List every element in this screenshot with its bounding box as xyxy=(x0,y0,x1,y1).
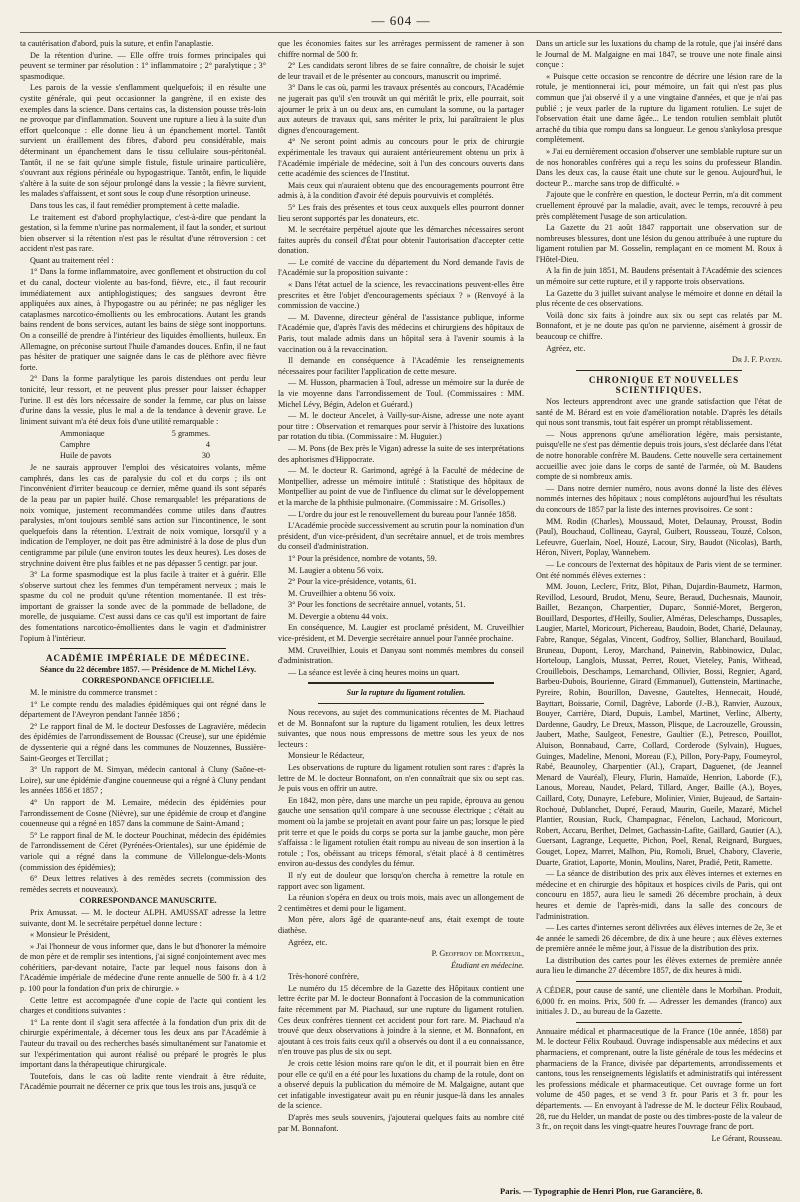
paragraph: Dans un article sur les luxations du champ de la rotule, que j'ai inséré dans le Journal de M. Malgaigne en mai 1847, se trouve une note finale ainsi conçue : xyxy=(536,39,782,70)
paragraph: — Dans notre dernier numéro, nous avons donné la liste des élèves nommés internes des hôpitaux ; nous complétons aujourd'hui les résultats du concours de 1857 par la liste des internes provisoires. Ce sont : xyxy=(536,483,782,514)
paragraph: 3° Pour les fonctions de secrétaire annuel, votants, 51. xyxy=(288,600,466,610)
paragraph: 4° Ne seront point admis au concours pour le prix de chirurgie expérimentale les travaux qui auraient antérieurement obtenu un prix à l'Académie impériale de médecine, soit à l'un des concours ouverts dans cette académie des sciences de l'Institut. xyxy=(278,137,524,179)
section-title: CHRONIQUE ET NOUVELLES SCIENTIFIQUES. xyxy=(588,374,740,396)
paragraph: M. le secrétaire perpétuel ajoute que les démarches nécessaires seront faites auprès du conseil d'État pour obtenir l'autorisation d'accepter cette donation. xyxy=(278,225,524,256)
paragraph: Il n'y eut de douleur que lorsqu'on chercha à remettre la rotule en rapport avec son ligament. xyxy=(278,870,524,891)
paragraph: — M. le docteur Ancelet, à Vailly-sur-Aisne, adresse une note ayant pour titre : Observation et remarques pour servir à l'histoire des luxations par rotation du tibia. (Commissaire : M. Huguier.) xyxy=(278,411,524,442)
column-3 xyxy=(536,39,782,1185)
gerant-line: Le Gérant, Rousseau. xyxy=(711,1133,782,1143)
paragraph: MM. Rodin (Charles), Moussaud, Motet, Delaunay, Prousst, Bodin (Paul), Bouchaud, Collineau, Gayral, Guibert, Rousseau, Touzé, Colson, Lefeuvre, Guerlain, Noel, Houzé, Lacour, Siry, Baudot (Nicolas), Barth, Héron, Nivert, Poplay, Wannebem. xyxy=(536,516,782,558)
paragraph: ta cautérisation d'abord, puis la suture, et enfin l'anaplastie. xyxy=(20,39,214,48)
paragraph: Mais ceux qui n'auraient obtenu que des encouragements pourront être admis à, à la condition d'avoir été depuis pourvuivis et complétés. xyxy=(278,180,524,201)
divider xyxy=(576,981,742,982)
paragraph: Les observations de rupture du ligament rotulien sont rares : d'après la lettre de M. le docteur Bonnafont, on n'en connaîtrait que six ou sept cas. Je puis vous en offrir un autre. xyxy=(278,763,524,794)
paragraph: — La séance de distribution des prix aux élèves internes et externes en médecine et en chirurgie des hôpitaux et hospices civils de Paris, qui ont concouru en 1857, aura lieu le samedi 26 décembre prochain, à deux heures et demie de l'après-midi, dans la salle des concours de l'administration. xyxy=(536,869,782,921)
advertisement: A CÉDER, pour cause de santé, une clientèle dans le Morbihan. Produit, 6,000 fr. en moins. Prix, 500 fr. — Adresser les demandes (franco) aux initiales J. D., au bureau de la Gazette. xyxy=(536,986,782,1017)
section-title: Sur la rupture du ligament rotulien. xyxy=(346,688,466,698)
paragraph: Voilà donc six faits à joindre aux six ou sept cas relatés par M. Bonnafont, et je ne doute pas qu'on ne parvienne, aisément à grossir de beaucoup ce chiffre. xyxy=(536,310,782,342)
paragraph: MM. Jouon, Leclerc, Fritz, Blot, Pihan, Dujardin-Baumetz, Harmon, Revillod, Lesourd, Brudot, Menu, Seure, Beraud, Duchesnais, Maunoir, Baillet, Bezançon, Charpentier, Duparc, Sonnié-Moret, Bergeron, Bouillard, Desportes, d'Heilly, Soulier, Alméras, Deleschamps, Dussaples, Laugier, Martel, Moricourt, Pichereau, Baudoin, Bodet, Charié, Delaunay, Fabre, Ranque, Ségalas, Vincent, Godfroy, Sollier, Blanchard, Bouilaud, Bruneau, Dupont, Leroy, Marchand, Painetvin, Rabbinowicz, Dulac, Horteloup, Langlois, Mussat, Perret, Rouet, Vieteley, Panis, Withead, Crouillebois, Deschamps, Lemarchand, Ollivier, Bossi, Regnier, Agard, Barbeu-Dubois, Bourienne, Girard (Emmanuel), Guttenstein, Martinache, Pyreire, Robin, Bourillon, Davesne, Gauteltes, Hennecait, Houdé, Bayttart, Boissarie, Cornil, Dagrève, Laborde (J.-B.), Ranvier, Auzoux, Bouyer, Carrière, Diard, Dupuis, Lambel, Martinet, Verlinc, Alberty, Dardenne, Gaudry, Le Dreux, Masson, Plisque, de Lacrouzelle, Groussin, Jaubert, Mathe, Saulgeot, Fenestre, Gaultier (E.), Petresco, Pouillot, Aluison, Bonnabaud, Carre, Collard, Corderode (Sylvain), Hugues, Guinges, Madeline, Menoni, Moreau (F.), Pillon, Pory-Papy, Foumeyrol, Rabé, Beaunoley, Charpentier (Al.), Crapart, Daguenet, (de Jeannel Menard de Vauréal), Fleury, Flurin, Hamaïde, Henrion, Laborde (F.), Lanous, Moreau, Naudet, Pelard, Tillard, Anger, Baille (A.), Boyes, Caillard, Coty, Dunayre, Lefebure, Molinier, Vinier, Bujeaud, de Sartain-Rochoué, Dublanchet, Dupré, Feraud, Maurin, Gueile, Mazaré, Michel Plantier, Rousian, Ruck, Champagnac, Fénelon, Lachaud, Moricourt, Robert, Accaru, Berthet, Delmet, Gachassin-Lafite, Gaillard, Gautier (A.), Guersant, Lagrange, Lequette, Pichon, Poel, Renal, Reignard, Burgues, Gouget, Lopez, Marret, Malhon, Piu, Romoli, Bruel, Chabory, Claverie, Duarte, Gratiot, Laporte, Monin, Moulins, Naret, Pradié, Petit, Ramette. xyxy=(536,582,782,867)
paragraph: que les économies faites sur les arrérages permissent de ramener à son chiffre normal de 500 fr. xyxy=(278,39,524,59)
signature: Dr J. F. Payen. xyxy=(732,355,782,365)
paragraph: — La séance est levée à cinq heures moins un quart. xyxy=(288,667,460,677)
paragraph: 1° Pour la présidence, nombre de votants, 59. xyxy=(288,553,437,563)
paragraph: — L'ordre du jour est le renouvellement du bureau pour l'année 1858. xyxy=(288,509,517,519)
paragraph: Il demande en conséquence à l'Académie les renseignements nécessaires pour faciliter l'application de cette mesure. xyxy=(278,356,524,376)
paragraph: La distribution des cartes pour les élèves externes de première année aura lieu le dimanche 27 décembre 1857, de dix heures à midi. xyxy=(536,955,782,976)
paragraph: — M. le docteur R. Garimond, agrégé à la Faculté de médecine de Montpellier, adresse un mémoire intitulé : Statistique des hôpitaux de Montpellier au point de vue de l'influence du climat sur le développement et la marche de la phthisie pulmonaire. (Commissaire : M. Grisolles.) xyxy=(278,466,524,507)
paragraph: 2° Le rapport final de M. le docteur Desfosses de Lagravière, médecin des épidémies de l'arrondissement de Boussac (Creuse), sur une épidémie de dyssenterie qui a régné dans les communes de Nouzennes, Bussière-Saint-Georges et Tercillat ; xyxy=(20,721,266,763)
paragraph: La Gazette du 21 août 1847 rapportait une observation sur de nombreuses blessures, dont une lésion du genou attribuée à une rupture du ligament rotulien par M. Gosselin, remplaçant en ce moment M. Roux à l'Hôtel-Dieu. xyxy=(536,223,782,264)
paragraph: « Dans l'état actuel de la science, les revaccinations peuvent-elles être prescrites et être l'objet d'encouragements spéciaux ? » (Renvoyé à la commission de vaccine.) xyxy=(278,280,524,311)
paragraph: Prix Amussat. — M. le docteur ALPH. AMUSSAT adresse la lettre suivante, dont M. le secrétaire perpétuel donne lecture : xyxy=(20,907,266,928)
paragraph: Monsieur le Rédacteur, xyxy=(288,751,365,761)
divider xyxy=(60,648,226,649)
paragraph: Toutefois, dans le cas où ladite rente viendrait à être réduite, l'Académie pourrait ne décerner ce prix que tous les trois ans, jusqu'à ce xyxy=(20,1071,266,1092)
paragraph: Je crois cette lésion moins rare qu'on le dit, et il pourrait bien en être pour elle ce qu'il en a été pour les luxations du champ de la rotule, dont on a observé depuis la publication du mémoire de M. Malgaigne, autant que cet infatigable investigateur avait pu en réunir jusque-là dans les annales de la science. xyxy=(278,1059,524,1111)
paragraph: » J'ai l'honneur de vous informer que, dans le but d'honorer la mémoire de mon père et de remplir ses intentions, j'ai signé conjointement avec mes cohéritiers, par-devant notaire, l'acte par lequel nous faisons don à l'Académie impériale de médecine d'une rente annuelle de 500 fr. à 4 1/2 p. 100 pour la fondation d'un prix de chirurgie. » xyxy=(20,941,266,994)
paragraph: La réunion s'opéra en deux ou trois mois, mais avec un allongement de 2 centimètres et demi pour le ligament. xyxy=(278,893,524,913)
paragraph: La Gazette du 3 juillet suivant analyse le mémoire et donne en détail la plus récente de ces observations. xyxy=(536,288,782,309)
column-1 xyxy=(20,39,266,1185)
paragraph: Mon père, alors âgé de quarante-neuf ans, était exempt de toute diathèse. xyxy=(278,915,524,935)
paragraph: 5° Les frais des présentes et tous ceux auxquels elles pourront donner lieu seront supportés par les donateurs, etc. xyxy=(278,202,524,223)
paragraph: 5° Le rapport final de M. le docteur Pouchinat, médecin des épidémies de l'arrondissement de Céret (Pyrénées-Orientales), sur une épidémie de variole qui a régné dans la commune de Villelongue-dels-Monts (commission des épidémies); xyxy=(20,830,266,872)
prescription-line: Ammoniaque 5 grammes. xyxy=(60,429,210,439)
prescription-line: Huile de pavots 30 xyxy=(60,450,210,460)
paragraph: MM. Cruveilhier, Louis et Danyau sont nommés membres du conseil d'administration. xyxy=(278,645,524,666)
paragraph: Nous recevons, au sujet des communications récentes de M. Piachaud et de M. Bonnafont sur la rupture du ligament rotulien, les deux lettres suivantes, que nous nous empressons de mettre sous les yeux de nos lecteurs : xyxy=(278,708,524,749)
paragraph: Le numéro du 15 décembre de la Gazette des Hôpitaux contient une lettre écrite par M. le docteur Bonnafont à l'occasion de la communication faite récemment par M. Piachaud, sur une rupture du ligament rotulien. Ces deux confrères tiennent cet accident pour fort rare. M. Piachaud n'a trouvé que deux observations à joindre à la sienne, et M. Bonnafont, en ajoutant à ces trois faits ceux qu'il a observés ou dont il a eu connaissance, n'en trouve pas plus de six ou sept. xyxy=(278,983,524,1057)
paragraph: Quant au traitement réel : xyxy=(30,255,114,265)
paragraph: En conséquence, M. Laugier est proclamé président, M. Cruveilhier vice-président, et M. Devergie secrétaire annuel pour l'année prochaine. xyxy=(278,623,524,644)
paragraph: 2° Dans la forme paralytique les parois distendues ont perdu leur tonicité, leur ressort, et ne peuvent plus presser pour laisser échapper l'urine. Il est dès lors nécessaire de sonder la femme, car plus on laisse d'urine dans la vessie, plus le mal a de la tendance à devenir grave. Le liniment suivant m'a été deux fois d'une utilité remarquable : xyxy=(20,374,266,426)
paragraph: — Le concours de l'externat des hôpitaux de Paris vient de se terminer. Ont été nommés élèves externes : xyxy=(536,559,782,580)
printer-imprint: Paris. — Typographie de Henri Plon, rue Garancière, 8. xyxy=(500,1186,703,1196)
prescription-line: Camphre 4 xyxy=(60,439,210,449)
paragraph: A la fin de juin 1851, M. Baudens présentait à l'Académie des sciences un mémoire sur cette rupture, et il y rapporte trois observations. xyxy=(536,266,782,287)
paragraph: 2° Pour la vice-présidence, votants, 61. xyxy=(288,577,417,587)
subsection-title: CORRESPONDANCE OFFICIELLE. xyxy=(81,676,214,686)
divider xyxy=(576,370,742,371)
paragraph: L'Académie procède successivement au scrutin pour la nomination d'un président, d'un vice-président, d'un secrétaire annuel, et de trois membres du conseil d'administration. xyxy=(278,521,524,552)
paragraph: M. Cruveilhier a obtenu 56 voix. xyxy=(288,588,396,598)
paragraph: Les parois de la vessie s'enflamment quelquefois; il en résulte une cystite générale, qui peut occasionner la gangrène, il en existe des exemples dans la science. Dans certains cas, la distension pousse très-loin ne provoque par d'inflammation. Souvent une rupture a lieu à la suite d'un effort quelconque : elle donne lieu à un épanchement mortel. Tantôt survient un éraillement des fibres, d'abord peu considérable, mais déterminant un épanchement dans le tissu cellulaire sous-péritonéal. Tantôt, il ne se fait qu'une simple fistule, fistule urinaire particulière, s'ouvrant aux régions périnéale ou hypogastrique. Tantôt, enfin, le liquide s'altère à la suite de son séjour prolongé dans la vessie ; la fièvre survient, les malades s'affaissent, et sont sous le coup d'une résorption urineuse. xyxy=(20,83,266,199)
paragraph: Cette lettre est accompagnée d'une copie de l'acte qui contient les charges et conditions suivantes : xyxy=(20,995,266,1016)
paragraph: Agréez, etc. xyxy=(288,937,328,947)
paragraph: — M. Pons (de Bex près le Vigan) adresse la suite de ses interprétations des aphorismes d'Hippocrate. xyxy=(278,443,524,464)
session-line: Séance du 22 décembre 1857. — Présidence de M. Michel Lévy. xyxy=(39,664,257,674)
paragraph: Je ne saurais approuver l'emploi des vésicatoires volants, même camphrés, dans les cas de paralysie du col et du corps ; ils ont l'inconvénient d'irriter beaucoup ce dernier, même quand ils sont séparés de la peau par un papier huilé. Chose remarquable! les préparations de noix vomique, justement recommandées comme utiles dans d'autres paralysies, m'ont toujours semblé sans action sur l'incontinence, le sont quelquefois dans la rétention. L'extrait de noix vomique, lorsqu'il y a indication de l'employer, ne doit pas être administré à la dose de plus d'un centigramme par pilule (une environ toutes les deux heures). Les doses de strychnine doivent être plus faibles et ne pas dépasser 5 centigr. par jour. xyxy=(20,463,266,568)
divider xyxy=(308,682,494,684)
paragraph: « Puisque cette occasion se rencontre de décrire une lésion rare de la rotule, je mentionnerai ici, pour mémoire, un fait qui n'est pas plus commun que j'ai observé il y a une vingtaine d'années, et que je n'ai pas publié ; je veux parler de la rupture du ligament rotulien. Le sujet de l'observation était une dame âgée... Le tendon rotulien semblait plutôt arraché du tibia que rompu dans sa longueur. Le genou s'ankylosa presque complètement. xyxy=(536,71,782,145)
paragraph: 6° Deux lettres relatives à des remèdes secrets (commission des remèdes secrets et nouveaux). xyxy=(20,874,266,894)
subsection-title: CORRESPONDANCE MANUSCRITE. xyxy=(79,896,217,906)
paragraph: M. Laugier a obtenu 56 voix. xyxy=(288,565,384,575)
paragraph: M. le ministre du commerce transmet : xyxy=(30,688,158,698)
column-2 xyxy=(278,39,524,1185)
paragraph: Le traitement est d'abord prophylactique, c'est-à-dire que pendant la gestation, si la femme n'urine pas normalement, il faut la sonder, et surtout bien observer si la rétention n'est pas le résultat d'une rétroversion : cet accident n'est pas rare. xyxy=(20,212,266,254)
paragraph: 1° Le compte rendu des maladies épidémiques qui ont régné dans le département de l'Aveyron pendant l'année 1856 ; xyxy=(20,699,266,720)
paragraph: « Monsieur le Président, xyxy=(30,930,111,940)
advertisement: Annuaire médical et pharmaceutique de la France (10e année, 1858) par M. le docteur Félix Roubaud. Ouvrage indispensable aux médecins et aux pharmaciens, et comprenant, outre la liste générale de tous les médecins et pharmaciens de la France, divisée par départements, arrondissements et cantons, tous les renseignements législatifs et administratifs qui intéressent les professions médicale et pharmaceutique. Cet ouvrage forme un fort volume de 450 pages, et se vend 3 fr. pour Paris et 3 fr. pour les départements. — En envoyant à l'adresse de M. le docteur Félix Roubaud, 28, rue du Helder, un mandat de poste ou des timbres-poste de la valeur de 3 fr., on reçoit dans les vingt-quatre heures l'ouvrage franc de port. xyxy=(536,1026,782,1132)
paragraph: 4° Un rapport de M. Lemaire, médecin des épidémies pour l'arrondissement de Cosne (Nièvre), sur une épidémie de croup et d'angine couenneuse qui a régné en 1857 dans la commune de Saint-Amand ; xyxy=(20,797,266,829)
paragraph: De la rétention d'urine. — Elle offre trois formes principales qui peuvent se terminer par résolution : 1° inflammatoire ; 2° paralytique ; 3° spasmodique. xyxy=(20,50,266,81)
paragraph: 2° Les candidats seront libres de se faire connaître, de choisir le sujet de leur travail et de le présenter au concours, manuscrit ou imprimé. xyxy=(278,61,524,81)
paragraph: — M. Davenne, directeur général de l'assistance publique, informe l'Académie que, d'après l'avis des médecins et chirurgiens des hôpitaux de Paris, tout malade admis dans un hôpital sera à l'avenir soumis à la vaccination ou à la revaccination. xyxy=(278,312,524,354)
paragraph: — M. Husson, pharmacien à Toul, adresse un mémoire sur la durée de la vie moyenne dans l'arrondissement de Toul. (Commissaires : MM. Michel Lévy, Bégin, Adelon et Guérard.) xyxy=(278,378,524,409)
paragraph: Agréez, etc. xyxy=(546,343,586,353)
paragraph: Nos lecteurs apprendront avec une grande satisfaction que l'état de santé de M. Bérard est en voie d'amélioration notable. D'après les détails qui nous sont transmis, tout fait espérer un prompt rétablissement. xyxy=(536,397,782,428)
signature-title: Étudiant en médecine. xyxy=(451,960,524,970)
paragraph: En 1842, mon père, dans une marche un peu rapide, éprouva au genou gauche une sensation qu'il compare à une secousse électrique ; c'était au moment où la jambe se projetait en avant pour faire un pas; lorsque le pied prit terre et que le poids du corps se porta sur la jambe gauche, mon père s'affaissa : le ligament rotulien était rompu au niveau de son insertion à la rotule ; l'os, obéissant au triceps fémoral, s'était placé à 8 centimètres environ au-dessus des condyles du fémur. xyxy=(278,795,524,869)
paragraph: J'ajoute que le confrère en question, le docteur Perrin, m'a dit comment cruellement éprouvé par la maladie, avait, avec le temps, recouvré à peu près complètement l'usage de son articulation. xyxy=(536,190,782,221)
page-header xyxy=(20,10,782,33)
paragraph: 3° Un rapport de M. Simyan, médecin cantonal à Cluny (Saône-et-Loire), sur une épidémie d'angine couenneuse qui a régné à Cluny pendant les années 1856 et 1857 ; xyxy=(20,765,266,796)
section-title: ACADÉMIE IMPÉRIALE DE MÉDECINE. xyxy=(45,653,250,664)
paragraph: Très-honoré confrère, xyxy=(288,972,360,982)
paragraph: — Les cartes d'internes seront délivrées aux élèves internes de 2e, 3e et 4e année le samedi 26 décembre, de dix à une heure ; aux élèves externes de première année le même jour, à l'issue de la distribution des prix. xyxy=(536,923,782,954)
paragraph: — Nous apprenons qu'une amélioration légère, mais persistante, puisqu'elle ne s'est pas démentie depuis trois jours, s'est déclarée dans l'état de notre honorable confrère M. Baudens. Cette nouvelle sera certainement accueillie avec joie dans le corps de santé de l'armée, où M. Baudens compte de si nombreux amis. xyxy=(536,429,782,482)
divider xyxy=(576,1022,742,1023)
paragraph: » J'ai eu dernièrement occasion d'observer une semblable rupture sur un de nos honorables confrères qui a reçu les soins du professeur Blandin. Dans les deux cas, la cause était une chute sur le genou. Aujourd'hui, le docteur P... marche sans trop de difficulté. » xyxy=(536,146,782,188)
paragraph: 1° La rente dont il s'agit sera affectée à la fondation d'un prix dit de chirurgie expérimentale, à décerner tous les deux ans par l'Académie à l'auteur du travail ou des recherches basés simultanément sur l'anatomie et sur l'expérimentation qui auront réalisé ou préparé le progrès le plus important dans la thérapeutique chirurgicale. xyxy=(20,1017,266,1070)
prescription xyxy=(60,429,266,461)
divider xyxy=(318,703,484,704)
page-number: — 604 — xyxy=(371,13,431,28)
paragraph: 3° La forme spasmodique est la plus facile à traiter et à guérir. Elle s'observe surtout chez les femmes d'un tempérament nerveux ; mais le spasme du col ne produit qu'une rétention momentanée. Il est très-important de graisser la sonde avec de la pommade de belladone, de morelle, de jusquiame. C'est aussi dans ce cas qu'il est important de faire des fomentations narcotico-émollientes dans le vagin et d'administrer l'opium à l'intérieur. xyxy=(20,570,266,643)
columns xyxy=(20,39,782,1185)
paragraph: Dans tous les cas, il faut remédier promptement à cette maladie. xyxy=(30,200,240,210)
paragraph: M. Devergie a obtenu 44 voix. xyxy=(288,611,389,621)
paragraph: 3° Dans le cas où, parmi les travaux présentés au concours, l'Académie ne jugerait pas qu'il s'en trouvât un qui méritât le prix, elle pourrait, soit ajourner le prix à un ou deux ans, en cumulant la somme, ou la partager aux auteurs de travaux qui, sans mériter le prix, lui paraîtraient le plus dignes d'encouragement. xyxy=(278,83,524,135)
paragraph: — Le comité de vaccine du département du Nord demande l'avis de l'Académie sur la proposition suivante : xyxy=(278,257,524,278)
paragraph: D'après mes seuls souvenirs, j'ajouterai quelques faits au nombre cité par M. Bonnafont. xyxy=(278,1113,524,1133)
paragraph: 1° Dans la forme inflammatoire, avec gonflement et obstruction du col et du canal, docteur violente au bas-fond, fièvre, etc., il faut recourir immédiatement aux antiphlogistiques; des sangsues devront être appliquées aux aines, à l'hypogastre ou au périnée; ne pas négliger les cataplasmes narcotico-émollients ou les embrocations. Autant les grands bains rendent de bons services, autant les bains de siège sont inopportuns. On a conseillé de prendre à l'intérieur des liquides émollients, huileux. En Allemagne, on préconise surtout l'huile d'amandes douces. Enfin, il ne faut pas hésiter de pratiquer une saignée dans le cas de pléthore avec fièvre forte. xyxy=(20,267,266,372)
signature: P. Geoffroy de Montreuil, xyxy=(431,949,524,959)
